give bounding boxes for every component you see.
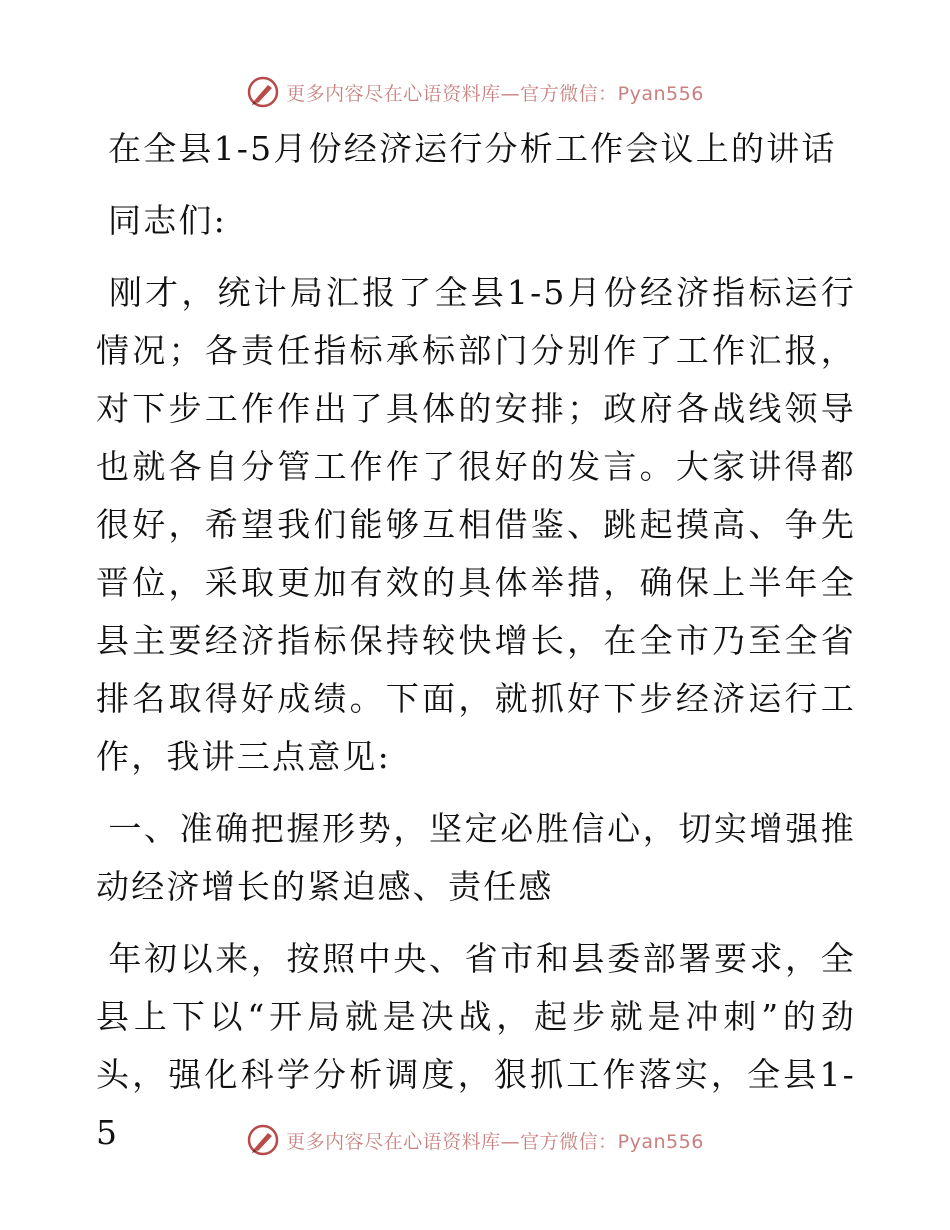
watermark-text: 更多内容尽在心语资料库—官方微信：Pyan556	[286, 82, 704, 105]
pen-logo-icon	[246, 75, 280, 109]
document-body	[96, 120, 856, 1162]
watermark-header	[0, 72, 950, 112]
paragraph-1: 刚才，统计局汇报了全县1-5月份经济指标运行情况；各责任指标承标部门分别作了工作汇报，对下步工作作出了具体的安排；政府各战线领导也就各自分管工作作了很好的发言。大家讲得都很好，希望我们能够互相借鉴、跳起摸高、争先晋位，采取更加有效的具体举措，确保上半年全县主要经济指标保持较快增长，在全市乃至全省排名取得好成绩。下面，就抓好下步经济运行工作，我讲三点意见:	[96, 273, 856, 776]
paragraph-2: 年初以来，按照中央、省市和县委部署要求，全县上下以“开局就是决战，起步就是冲刺”的劲头，强化科学分析调度，狠抓工作落实，全县1-5	[96, 939, 856, 1152]
watermark-footer	[0, 1120, 950, 1160]
greeting: 同志们:	[108, 201, 227, 240]
pen-logo-icon	[246, 1123, 280, 1157]
watermark-text: 更多内容尽在心语资料库—官方微信：Pyan556	[286, 1130, 704, 1153]
document-title: 在全县1-5月份经济运行分析工作会议上的讲话	[108, 129, 837, 168]
section-heading-1: 一、准确把握形势，坚定必胜信心，切实增强推动经济增长的紧迫感、责任感	[96, 809, 856, 906]
